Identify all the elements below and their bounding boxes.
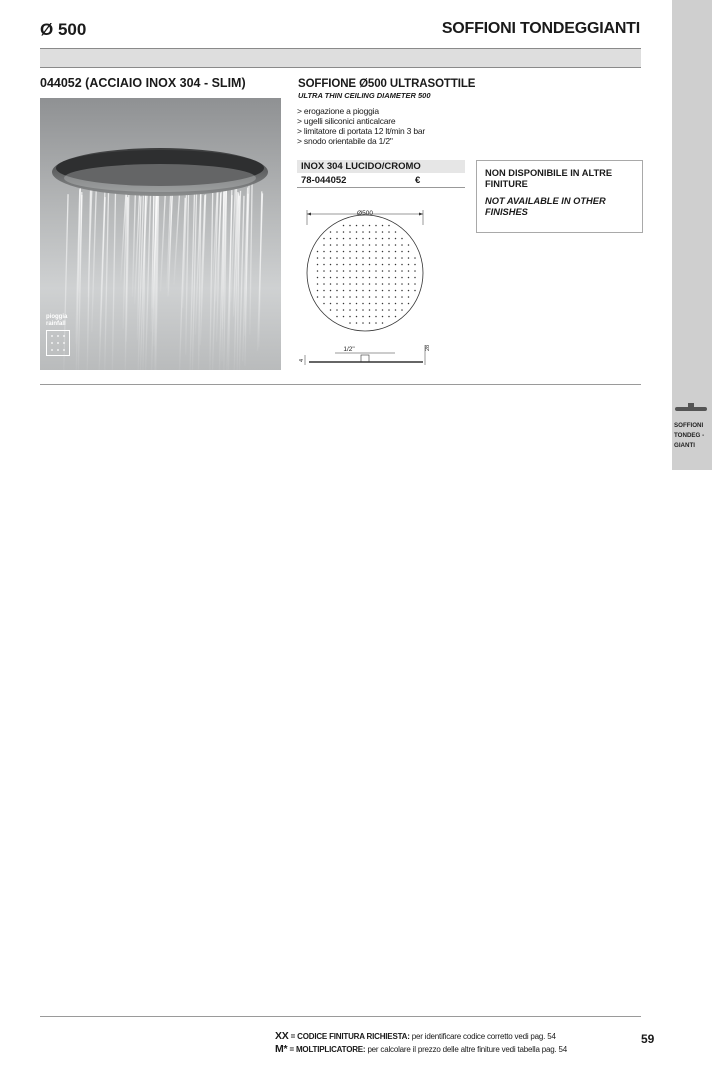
nozzle-dot [382,309,384,311]
nozzle-dot [369,251,371,253]
nozzle-dot [362,270,364,272]
nozzle-dot [349,264,351,266]
nozzle-dot [382,231,384,233]
nozzle-dot [375,257,377,259]
nozzle-dot [343,251,345,253]
nozzle-dot [362,225,364,227]
nozzle-dot [323,296,325,298]
nozzle-dot [336,244,338,246]
rain-streak [112,178,115,370]
nozzle-dot [369,264,371,266]
nozzle-dot [401,257,403,259]
nozzle-dot [356,225,358,227]
nozzle-dot [414,257,416,259]
nozzle-dot [343,316,345,318]
nozzle-dot [375,316,377,318]
nozzle-dot [349,303,351,305]
nozzle-dot [323,283,325,285]
nozzle-dot [382,264,384,266]
nozzle-dot [414,283,416,285]
side-tab-line: GIANTI [674,442,695,449]
technical-drawing [295,205,445,375]
product-title-it: SOFFIONE Ø500 ULTRASOTTILE [298,78,476,90]
photo-tag-en: rainfall [46,321,66,327]
rain-streak [160,194,165,291]
nozzle-dot [369,309,371,311]
photo-tag-it: pioggia [46,314,68,320]
nozzle-dot [336,316,338,318]
nozzle-dot [343,264,345,266]
nozzle-dot [330,251,332,253]
nozzle-dot [343,225,345,227]
nozzle-dot [336,270,338,272]
feature-item: > ugelli siliconici anticalcare [297,116,396,126]
nozzle-dot [375,251,377,253]
nozzle-dot [317,270,319,272]
nozzle-dot [408,257,410,259]
product-photo [40,98,281,370]
nozzle-dot [382,270,384,272]
nozzle-dot [343,244,345,246]
nozzle-dot [323,277,325,279]
nozzle-dot [382,290,384,292]
nozzle-dot [356,290,358,292]
nozzle-dot [388,277,390,279]
nozzle-dot [330,231,332,233]
nozzle-dot [369,303,371,305]
footer-note-finish-code [275,1030,567,1043]
nozzle-dot [369,283,371,285]
footer-note-multiplier [275,1043,567,1056]
nozzle-dot [408,303,410,305]
nozzle-dot [388,251,390,253]
nozzle-dot [382,277,384,279]
nozzle-dot [356,264,358,266]
nozzle-dot [382,283,384,285]
nozzle-dot [362,244,364,246]
nozzle-dot [395,303,397,305]
nozzle-dot [349,244,351,246]
feature-list [297,106,425,146]
nozzle-dot [375,283,377,285]
side-tab-line: TONDEG - [674,432,705,439]
table-row [297,173,465,188]
nozzle-dot [395,244,397,246]
nozzle-dot [349,257,351,259]
nozzle-dot [330,244,332,246]
nozzle-dot [382,251,384,253]
nozzle-dot [375,322,377,324]
nozzle-dot [323,251,325,253]
nozzle-dot [388,296,390,298]
nozzle-dot [317,296,319,298]
rainfall-photo-illustration [40,98,281,370]
nozzle-dot [369,290,371,292]
notice-italian: NON DISPONIBILE IN ALTRE FINITURE [485,168,613,189]
nozzle-dot [395,316,397,318]
nozzle-dot [343,303,345,305]
nozzle-dot [349,270,351,272]
nozzle-dot [388,231,390,233]
nozzle-dot [349,238,351,240]
side-tab [672,0,712,470]
nozzle-dot [375,231,377,233]
nozzle-dot [356,283,358,285]
diameter-label: Ø500 [357,210,373,217]
footer-code-xx: XX [275,1030,289,1042]
thickness-label: 4 [299,358,305,362]
nozzle-dot [401,251,403,253]
nozzle-dot [408,251,410,253]
finish-table [297,160,465,188]
nozzle-dot [343,309,345,311]
nozzle-dot [362,264,364,266]
nozzle-dot [336,309,338,311]
nozzle-dot [349,251,351,253]
nozzle-dot [356,251,358,253]
nozzle-dot [323,257,325,259]
nozzle-dot [388,244,390,246]
nozzle-dot [356,277,358,279]
nozzle-dot [388,238,390,240]
side-tab-label [674,421,712,451]
nozzle-dot [343,231,345,233]
nozzle-dot [362,283,364,285]
nozzle-dot [382,225,384,227]
nozzle-dot [336,257,338,259]
footer-label-xx: = CODICE FINITURA RICHIESTA: [290,1032,410,1041]
nozzle-dot [375,264,377,266]
nozzle-dot [349,316,351,318]
notice-english: NOT AVAILABLE IN OTHER FINISHES [485,196,606,217]
nozzle-dot [395,296,397,298]
feature-item: > erogazione a pioggia [297,106,379,116]
finish-table-header: INOX 304 LUCIDO/CROMO [297,160,465,173]
feature-item: > limitatore di portata 12 lt/min 3 bar [297,126,426,136]
footer-label-m: = MOLTIPLICATORE: [289,1045,366,1054]
rain-streak [259,191,262,347]
nozzle-dot [395,277,397,279]
nozzle-dot [414,270,416,272]
nozzle-dot [395,290,397,292]
nozzle-dot [414,277,416,279]
nozzle-dot [388,270,390,272]
nozzle-dot [375,225,377,227]
nozzle-dot [349,277,351,279]
product-code-title: 044052 (ACCIAIO INOX 304 - SLIM) [40,76,246,90]
nozzle-dot [395,251,397,253]
nozzle-dot [330,238,332,240]
nozzle-dot [362,309,364,311]
nozzle-dot [369,257,371,259]
nozzle-dot [408,277,410,279]
rain-streak [174,191,180,285]
nozzle-dot [330,309,332,311]
nozzle-dot [362,238,364,240]
nozzle-dot [369,270,371,272]
nozzle-dot [336,251,338,253]
nozzle-dot [349,290,351,292]
nozzle-dot [388,264,390,266]
nozzle-dot [388,225,390,227]
nozzle-dot [349,283,351,285]
nozzle-dot [369,244,371,246]
nozzle-dot [388,309,390,311]
nozzle-dot [323,303,325,305]
nozzle-dot [375,296,377,298]
nozzle-dot [343,238,345,240]
nozzle-dot [343,277,345,279]
nozzle-dot [401,296,403,298]
nozzle-dot [330,283,332,285]
footer-divider [40,1016,641,1017]
nozzle-dot [343,290,345,292]
nozzle-dot [395,264,397,266]
nozzle-dot [369,316,371,318]
nozzle-dot [388,303,390,305]
nozzle-dot [408,290,410,292]
nozzle-dot [375,303,377,305]
nozzle-dot [362,231,364,233]
price-cell: € [415,175,421,186]
nozzle-dot [414,264,416,266]
nozzle-dot [369,238,371,240]
nozzle-dot [401,283,403,285]
section-divider [40,384,641,385]
rain-streak [105,183,109,370]
nozzle-dot [317,264,319,266]
nozzle-dot [395,270,397,272]
nozzle-dot [408,264,410,266]
nozzle-dot [369,277,371,279]
nozzle-dot [388,316,390,318]
nozzle-dot [362,290,364,292]
nozzle-dot [317,251,319,253]
nozzle-dot [401,303,403,305]
nozzle-dot [395,238,397,240]
nozzle-dot [336,296,338,298]
nozzle-dot [382,257,384,259]
nozzle-dot [401,264,403,266]
nozzle-dot [375,309,377,311]
nozzle-dot [388,257,390,259]
page-category-title: SOFFIONI TONDEGGIANTI [441,20,640,37]
height-label: 28 [425,344,431,351]
nozzle-dot [330,277,332,279]
nozzle-dot [349,322,351,324]
nozzle-dot [356,322,358,324]
rain-streak [99,197,105,370]
nozzle-dot [375,244,377,246]
nozzle-dot [356,316,358,318]
nozzle-dot [401,244,403,246]
thread-label: 1/2" [343,346,355,353]
nozzle-dot [408,296,410,298]
nozzle-dot [362,322,364,324]
nozzle-dot [395,257,397,259]
nozzle-dot [408,270,410,272]
nozzle-dot [336,303,338,305]
nozzle-dot [356,257,358,259]
nozzle-dot [323,264,325,266]
nozzle-dot [375,277,377,279]
nozzle-dot [330,264,332,266]
rain-streak [87,190,90,370]
nozzle-dot [362,296,364,298]
nozzle-dot [336,264,338,266]
nozzle-dot [362,251,364,253]
nozzle-dot [336,283,338,285]
nozzle-dot [362,257,364,259]
nozzle-dot [330,303,332,305]
nozzle-dot [323,238,325,240]
availability-notice [476,160,643,233]
nozzle-dot [395,231,397,233]
nozzle-dot [382,322,384,324]
rain-streak [180,198,186,370]
product-title-en: ULTRA THIN CEILING DIAMETER 500 [298,91,431,100]
nozzle-dot [382,316,384,318]
nozzle-dot [349,309,351,311]
nozzle-dot [323,244,325,246]
nozzle-dot [369,231,371,233]
nozzle-dot [336,231,338,233]
nozzle-dot [395,283,397,285]
nozzle-dot [375,238,377,240]
rain-streak [132,193,135,297]
nozzle-dot [382,238,384,240]
nozzle-dot [349,225,351,227]
nozzle-dot [356,303,358,305]
nozzle-dot [330,296,332,298]
shower-head-icon [674,403,708,413]
nozzle-dot [330,257,332,259]
nozzle-dot [375,290,377,292]
footer-notes [275,1030,567,1056]
nozzle-dot [382,244,384,246]
nozzle-dot [401,290,403,292]
product-title-block [298,78,475,100]
nozzle-dot [356,231,358,233]
nozzle-dot [317,290,319,292]
rain-streak [210,190,213,370]
page-number: 59 [641,1032,655,1046]
nozzle-dot [369,225,371,227]
photo-tag [46,314,67,328]
nozzle-dot [336,238,338,240]
nozzle-dot [408,244,410,246]
nozzle-dot [356,296,358,298]
nozzle-dot [336,290,338,292]
nozzle-dot [362,277,364,279]
nozzle-dot [356,270,358,272]
nozzle-dot [323,270,325,272]
article-code: 78-044052 [301,175,347,186]
nozzle-dot [330,270,332,272]
rain-streak [250,180,252,335]
nozzle-dot [395,309,397,311]
nozzle-dot [401,270,403,272]
nozzle-dot [343,257,345,259]
rainfall-pattern-icon [46,330,70,356]
nozzle-dot [343,296,345,298]
nozzle-dot [401,277,403,279]
nozzle-dot [343,283,345,285]
nozzle-dot [336,277,338,279]
nozzle-dot [356,309,358,311]
nozzle-dot [369,296,371,298]
nozzle-dot [401,309,403,311]
nozzle-dot [343,270,345,272]
nozzle-dot [382,296,384,298]
footer-text-xx: per identificare codice corretto vedi pag. 54 [411,1032,556,1041]
nozzle-dot [414,290,416,292]
nozzle-dot [330,290,332,292]
footer-text-m: per calcolare il prezzo delle altre finiture vedi tabella pag. 54 [367,1045,568,1054]
nozzle-dot [317,283,319,285]
nozzle-dot [349,296,351,298]
nozzle-dot [375,270,377,272]
nozzle-dot [362,303,364,305]
nozzle-dot [323,290,325,292]
nozzle-dot [388,283,390,285]
nozzle-dot [369,322,371,324]
nozzle-dot [388,290,390,292]
feature-item: > snodo orientabile da 1/2" [297,136,393,146]
nozzle-dot [317,277,319,279]
header-band [40,48,641,68]
nozzle-dot [401,238,403,240]
nozzle-dot [317,257,319,259]
footer-code-m: M* [275,1043,288,1055]
nozzle-dot [408,283,410,285]
side-tab-line: SOFFIONI [674,422,704,429]
nozzle-dot [382,303,384,305]
nozzle-dot [349,231,351,233]
nozzle-dot [356,238,358,240]
rain-streak [92,178,97,332]
nozzle-dot [356,244,358,246]
nozzle-dot [362,316,364,318]
page-diameter-title: Ø 500 [40,20,87,39]
